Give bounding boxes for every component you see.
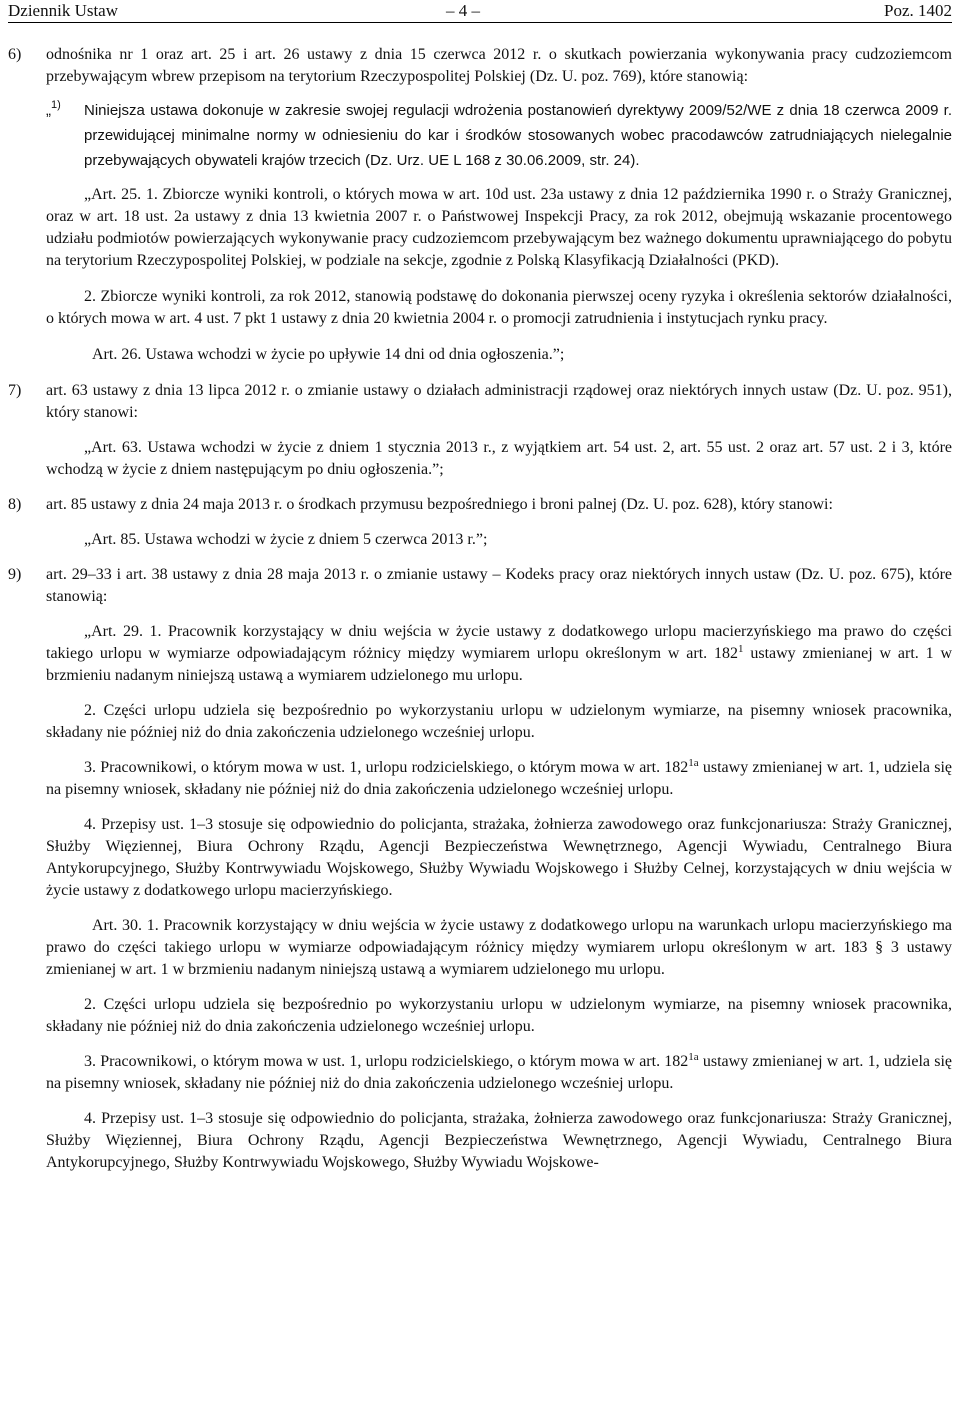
article-paragraph: 4. Przepisy ust. 1–3 stosuje się odpowiednio do policjanta, strażaka, żołnierza zawodowego oraz funkcjonariusza: Straży Granicznej, Służby Więziennej, Biura Ochrony Rządu, Agencji Bezpieczeństwa Wewnętrznego, Agencji Wywiadu, Centralnego Biura Antykorupcyjnego, Służby Kontrwywiadu Wojskowego, Służby Wywiadu Wojskowe- [46,1110,952,1171]
list-item-6 [8,44,952,88]
journal-title: Dziennik Ustaw [8,1,119,20]
page-number: – 4 – [446,1,480,20]
item-number: 8) [8,496,22,513]
item-number: 9) [8,566,22,583]
article-paragraph: 3. Pracownikowi, o którym mowa w ust. 1, urlopu rodzicielskiego, o którym mowa w art. $182^{1a}$ ustawy zmienianej w art. 1, udziela się na pisemny wniosek, składany nie później niż do dnia zakończenia udzielonego wcześniej urlopu. [46,1051,952,1092]
article-paragraph: 4. Przepisy ust. 1–3 stosuje się odpowiednio do policjanta, strażaka, żołnierza zawodowego oraz funkcjonariusza: Straży Granicznej, Służby Więziennej, Biura Ochrony Rządu, Agencji Bezpieczeństwa Wewnętrznego, Agencji Wywiadu, Centralnego Biura Antykorupcyjnego, Służby Kontrwywiadu Wojskowego, Służby Wywiadu Wojskowego i Służby Celnej, korzystających w dniu wejścia w życie ustawy z dodatkowego urlopu macierzyńskiego. [46,816,952,899]
item-number: 6) [8,46,22,63]
footnote [46,98,952,173]
position-number: Poz. 1402 [884,1,952,20]
article-paragraph: 2. Zbiorcze wyniki kontroli, za rok 2012, stanowią podstawę do dokonania pierwszej oceny ryzyka i określenia sektorów działalności, o których mowa w art. 4 ust. 7 pkt 1 ustawy z dnia 20 kwietnia 2004 r. o promocji zatrudnienia i instytucjach rynku pracy. [46,288,952,327]
list-item-7 [8,380,952,424]
item-text: art. 29–33 i art. 38 ustawy z dnia 28 maja 2013 r. o zmianie ustawy – Kodeks pracy oraz niektórych innych ustaw (Dz. U. poz. 675), które stanowią: [46,566,952,605]
article-paragraph: Art. 30. 1. Pracownik korzystający w dniu wejścia w życie ustawy z dodatkowego urlopu na warunkach urlopu macierzyńskiego ma prawo do części takiego urlopu w wymiarze odpowiadającym różnicy między wymiarem urlopu określonym w art. 183 § 3 ustawy zmienianej w art. 1 w brzmieniu nadanym niniejszą ustawą a wymiarem udzielonego mu urlopu. [46,917,952,978]
article-paragraph: 2. Części urlopu udziela się bezpośrednio po wykorzystaniu urlopu w udzielonym wymiarze, na pisemny wniosek pracownika, składany nie później niż do dnia zakończenia udzielonego wcześniej urlopu. [46,996,952,1035]
list-item-9 [8,564,952,608]
article-paragraph: „Art. 29. 1. Pracownik korzystający w dniu wejścia w życie ustawy z dodatkowego urlopu macierzyńskiego ma prawo do części takiego urlopu w wymiarze odpowiadającym różnicy między wymiarem urlopu określonym w art. $182^1$ ustawy zmienianej w art. 1 w brzmieniu nadanym niniejszą ustawą a wymiarem udzielonego mu urlopu. [46,623,953,684]
article-paragraph: Art. 26. Ustawa wchodzi w życie po upływie 14 dni od dnia ogłoszenia.”; [92,346,565,363]
footnote-text: Niniejsza ustawa dokonuje w zakresie swojej regulacji wdrożenia postanowień dyrektywy 2009/52/WE z dnia 18 czerwca 2009 r. przewidującej minimalne normy w odniesieniu do kar i środków stosowanych wobec pracodawców zatrudniających nielegalnie przebywających obywateli krajów trzecich (Dz. Urz. UE L 168 z 30.06.2009, str. 24). [84,102,952,169]
item-text: odnośnika nr 1 oraz art. 25 i art. 26 ustawy z dnia 15 czerwca 2012 r. o skutkach powierzania wykonywania pracy cudzoziemcom przebywającym wbrew przepisom na terytorium Rzeczypospolitej Polskiej (Dz. U. poz. 769), które stanowią: [46,46,952,85]
item-text: art. 85 ustawy z dnia 24 maja 2013 r. o środkach przymusu bezpośredniego i broni palnej (Dz. U. poz. 628), który stanowi: [46,496,833,513]
footnote-marker: „1) [46,99,61,119]
article-paragraph: „Art. 25. 1. Zbiorcze wyniki kontroli, o których mowa w art. 10d ust. 23a ustawy z dnia 12 października 1990 r. o Straży Granicznej, oraz w art. 18 ust. 2a ustawy z dnia 13 kwietnia 2007 r. o Państwowej Inspekcji Pracy, za rok 2012, obejmują wskazanie procentowego udziału podmiotów powierzających wykonywanie pracy cudzoziemcom przebywającym bez ważnego dokumentu uprawniającego do pobytu na terytorium Rzeczypospolitej Polskiej, w podziale na sekcje, zgodnie z Polską Klasyfikacją Działalności (PKD). [46,186,952,269]
page-header [8,0,952,23]
article-paragraph: 3. Pracownikowi, o którym mowa w ust. 1, urlopu rodzicielskiego, o którym mowa w art. $182^{1a}$ ustawy zmienianej w art. 1, udziela się na pisemny wniosek, składany nie później niż do dnia zakończenia udzielonego wcześniej urlopu. [46,757,952,798]
article-paragraph: „Art. 63. Ustawa wchodzi w życie z dniem 1 stycznia 2013 r., z wyjątkiem art. 54 ust. 2, art. 55 ust. 2 oraz art. 57 ust. 2 i 3, które wchodzą w życie z dniem następującym po dniu ogłoszenia.”; [46,439,952,478]
document-body [8,44,952,1174]
list-item-8 [8,494,952,516]
item-number: 7) [8,382,22,399]
article-paragraph: 2. Części urlopu udziela się bezpośrednio po wykorzystaniu urlopu w udzielonym wymiarze, na pisemny wniosek pracownika, składany nie później niż do dnia zakończenia udzielonego wcześniej urlopu. [46,702,952,741]
item-text: art. 63 ustawy z dnia 13 lipca 2012 r. o zmianie ustawy o działach administracji rządowej oraz niektórych innych ustaw (Dz. U. poz. 951), który stanowi: [46,382,952,421]
article-paragraph: „Art. 85. Ustawa wchodzi w życie z dniem 5 czerwca 2013 r.”; [84,531,488,548]
